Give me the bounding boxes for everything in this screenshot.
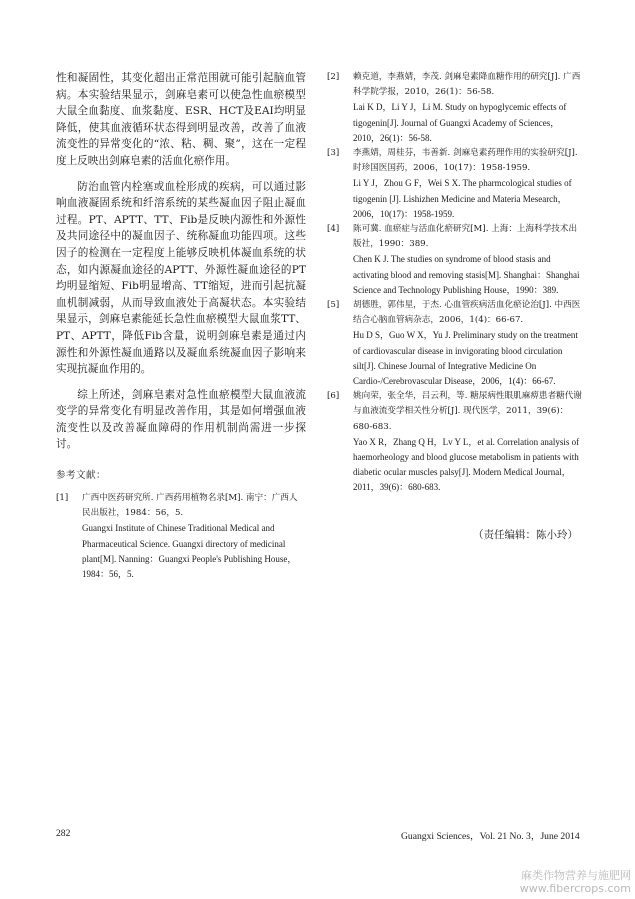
reference-english: Hu D S，Guo W X，Yu J. Preliminary study on the treatment of cardiovascular disease in invigorating blood circulation silt[J]. Chinese Journal of Integrative Medicine On Cardio-/Cerebrovascular Disease，2006，1(4)：66-67. [353,330,578,387]
body-paragraph: 性和凝固性，其变化超出正常范围就可能引起脑血管病。本实验结果显示，剑麻皂素可以使急性血瘀模型大鼠全血黏度、血浆黏度、ESR、HCT及EAI均明显降低，使其血液循环状态得到明显改善，改善了血液流变性的异常变化的“浓、粘、稠、聚”，这在一定程度上反映出剑麻皂素的活血化瘀作用。 [56,72,306,167]
reference-item [327,146,585,222]
right-column [327,70,585,496]
watermark-line: 麻类作物营养与施肥网 [521,869,631,882]
reference-chinese: 广西中医药研究所. 广西药用植物名录[M]. 南宁：广西人民出版社，1984：56，5. [82,493,298,519]
left-column [56,70,306,582]
watermark-line: www.fibercrops.com [519,882,631,895]
watermark [520,869,631,895]
reference-number: [2] [327,72,340,82]
reference-chinese: 胡德胜，郭伟星，于杰. 心血管疾病活血化瘀论治[J]. 中西医结合心脑血管病杂志，2006，1(4)：66-67. [353,300,581,326]
reference-number: [4] [327,224,340,235]
body-paragraph: 防治血管内栓塞或血栓形成的疾病，可以通过影响血液凝固系统和纤溶系统的某些凝血因子阻止凝血过程。PT、APTT、TT、Fib是反映内源性和外源性及共同途径中的凝血因子、统称凝血功能四项。这些因子的检测在一定程度上能够反映机体凝血系统的状态，如内源凝血途径的APTT、外源性凝血途径的PT均明显缩短、Fib明显增高、TT缩短，进而引起抗凝血机制减弱，从而导致血液处于高凝状态。本实验结果显示，剑麻皂素能延长急性血瘀模型大鼠血浆TT、PT、APTT，降低Fib含量，说明剑麻皂素是通过内源性和外源性凝血通路以及凝血系统凝血因子影响来实现抗凝血作用的。 [56,180,306,376]
reference-item [327,298,585,389]
reference-number: [3] [327,148,340,159]
reference-english: Lai K D，Li Y J，Li M. Study on hypoglycemic effects of tigogenin[J]. Journal of Guangxi Academy of Sciences，2010，26(1)：56-58. [353,102,567,143]
reference-body [353,70,585,146]
reference-item [327,389,585,495]
reference-body [353,389,585,495]
reference-body [353,298,585,389]
reference-number: [1] [56,493,69,504]
reference-english: Li Y J，Zhou G F，Wei S X. The pharmcological studies of tigogenin [J]. Lishizhen Medicine and Materia Mesearch，2006，10(17)：1958-1959. [353,178,572,219]
reference-number: [5] [327,300,340,311]
reference-chinese: 赖克道，李燕婧，李茂. 剑麻皂素降血糖作用的研究[J]. 广西科学院学报，2010，26(1)：56-58. [353,72,581,98]
reference-chinese: 姚向荣，张全华，吕云利，等. 糖尿病性眼肌麻痹患者糖代谢与血液流变学相关性分析[J]. 现代医学，2011，39(6)：680-683. [353,391,582,432]
reference-english: Chen K J. The studies on syndrome of blood stasis and activating blood and removing stasis[M]. Shanghai：Shanghai Science and Technology Publishing House，1990：389. [353,254,580,295]
references-heading: 参考文献： [56,470,107,482]
reference-item [327,222,585,298]
reference-body [353,222,585,298]
page-number: 282 [56,828,71,839]
reference-english: Yao X R，Zhang Q H，Lv Y L，et al. Correlation analysis of haemorheology and blood glucose metabolism in patients with diabetic ocular muscles palsy[J]. Modern Medical Journal，2011，39(6)：680-683. [353,436,580,493]
responsible-editor: （责任编辑：陈小玲） [473,529,578,541]
reference-item [56,491,306,582]
reference-item [327,70,585,146]
reference-body [82,491,306,582]
reference-body [353,146,585,222]
reference-english: Guangxi Institute of Chinese Traditional Medical and Pharmaceutical Science. Guangxi directory of medicinal plant[M]. Nanning：Guangxi People's Publishing House，1984：56，5. [82,523,297,580]
reference-chinese: 李燕婧，周桂芬，韦善新. 剑麻皂素药理作用的实验研究[J]. 时珍国医国药，2006，10(17)：1958-1959. [353,148,578,174]
journal-footer: Guangxi Sciences，Vol. 21 No. 3，June 2014 [401,831,580,842]
reference-number: [6] [327,391,340,402]
body-paragraph: 综上所述，剑麻皂素对急性血瘀模型大鼠血液流变学的异常变化有明显改善作用，其是如何增强血液流变性以及改善凝血障碍的作用机制尚需进一步探讨。 [56,388,306,451]
reference-chinese: 陈可冀. 血瘀症与活血化瘀研究[M]. 上海：上海科学技术出版社，1990：389. [353,224,578,250]
